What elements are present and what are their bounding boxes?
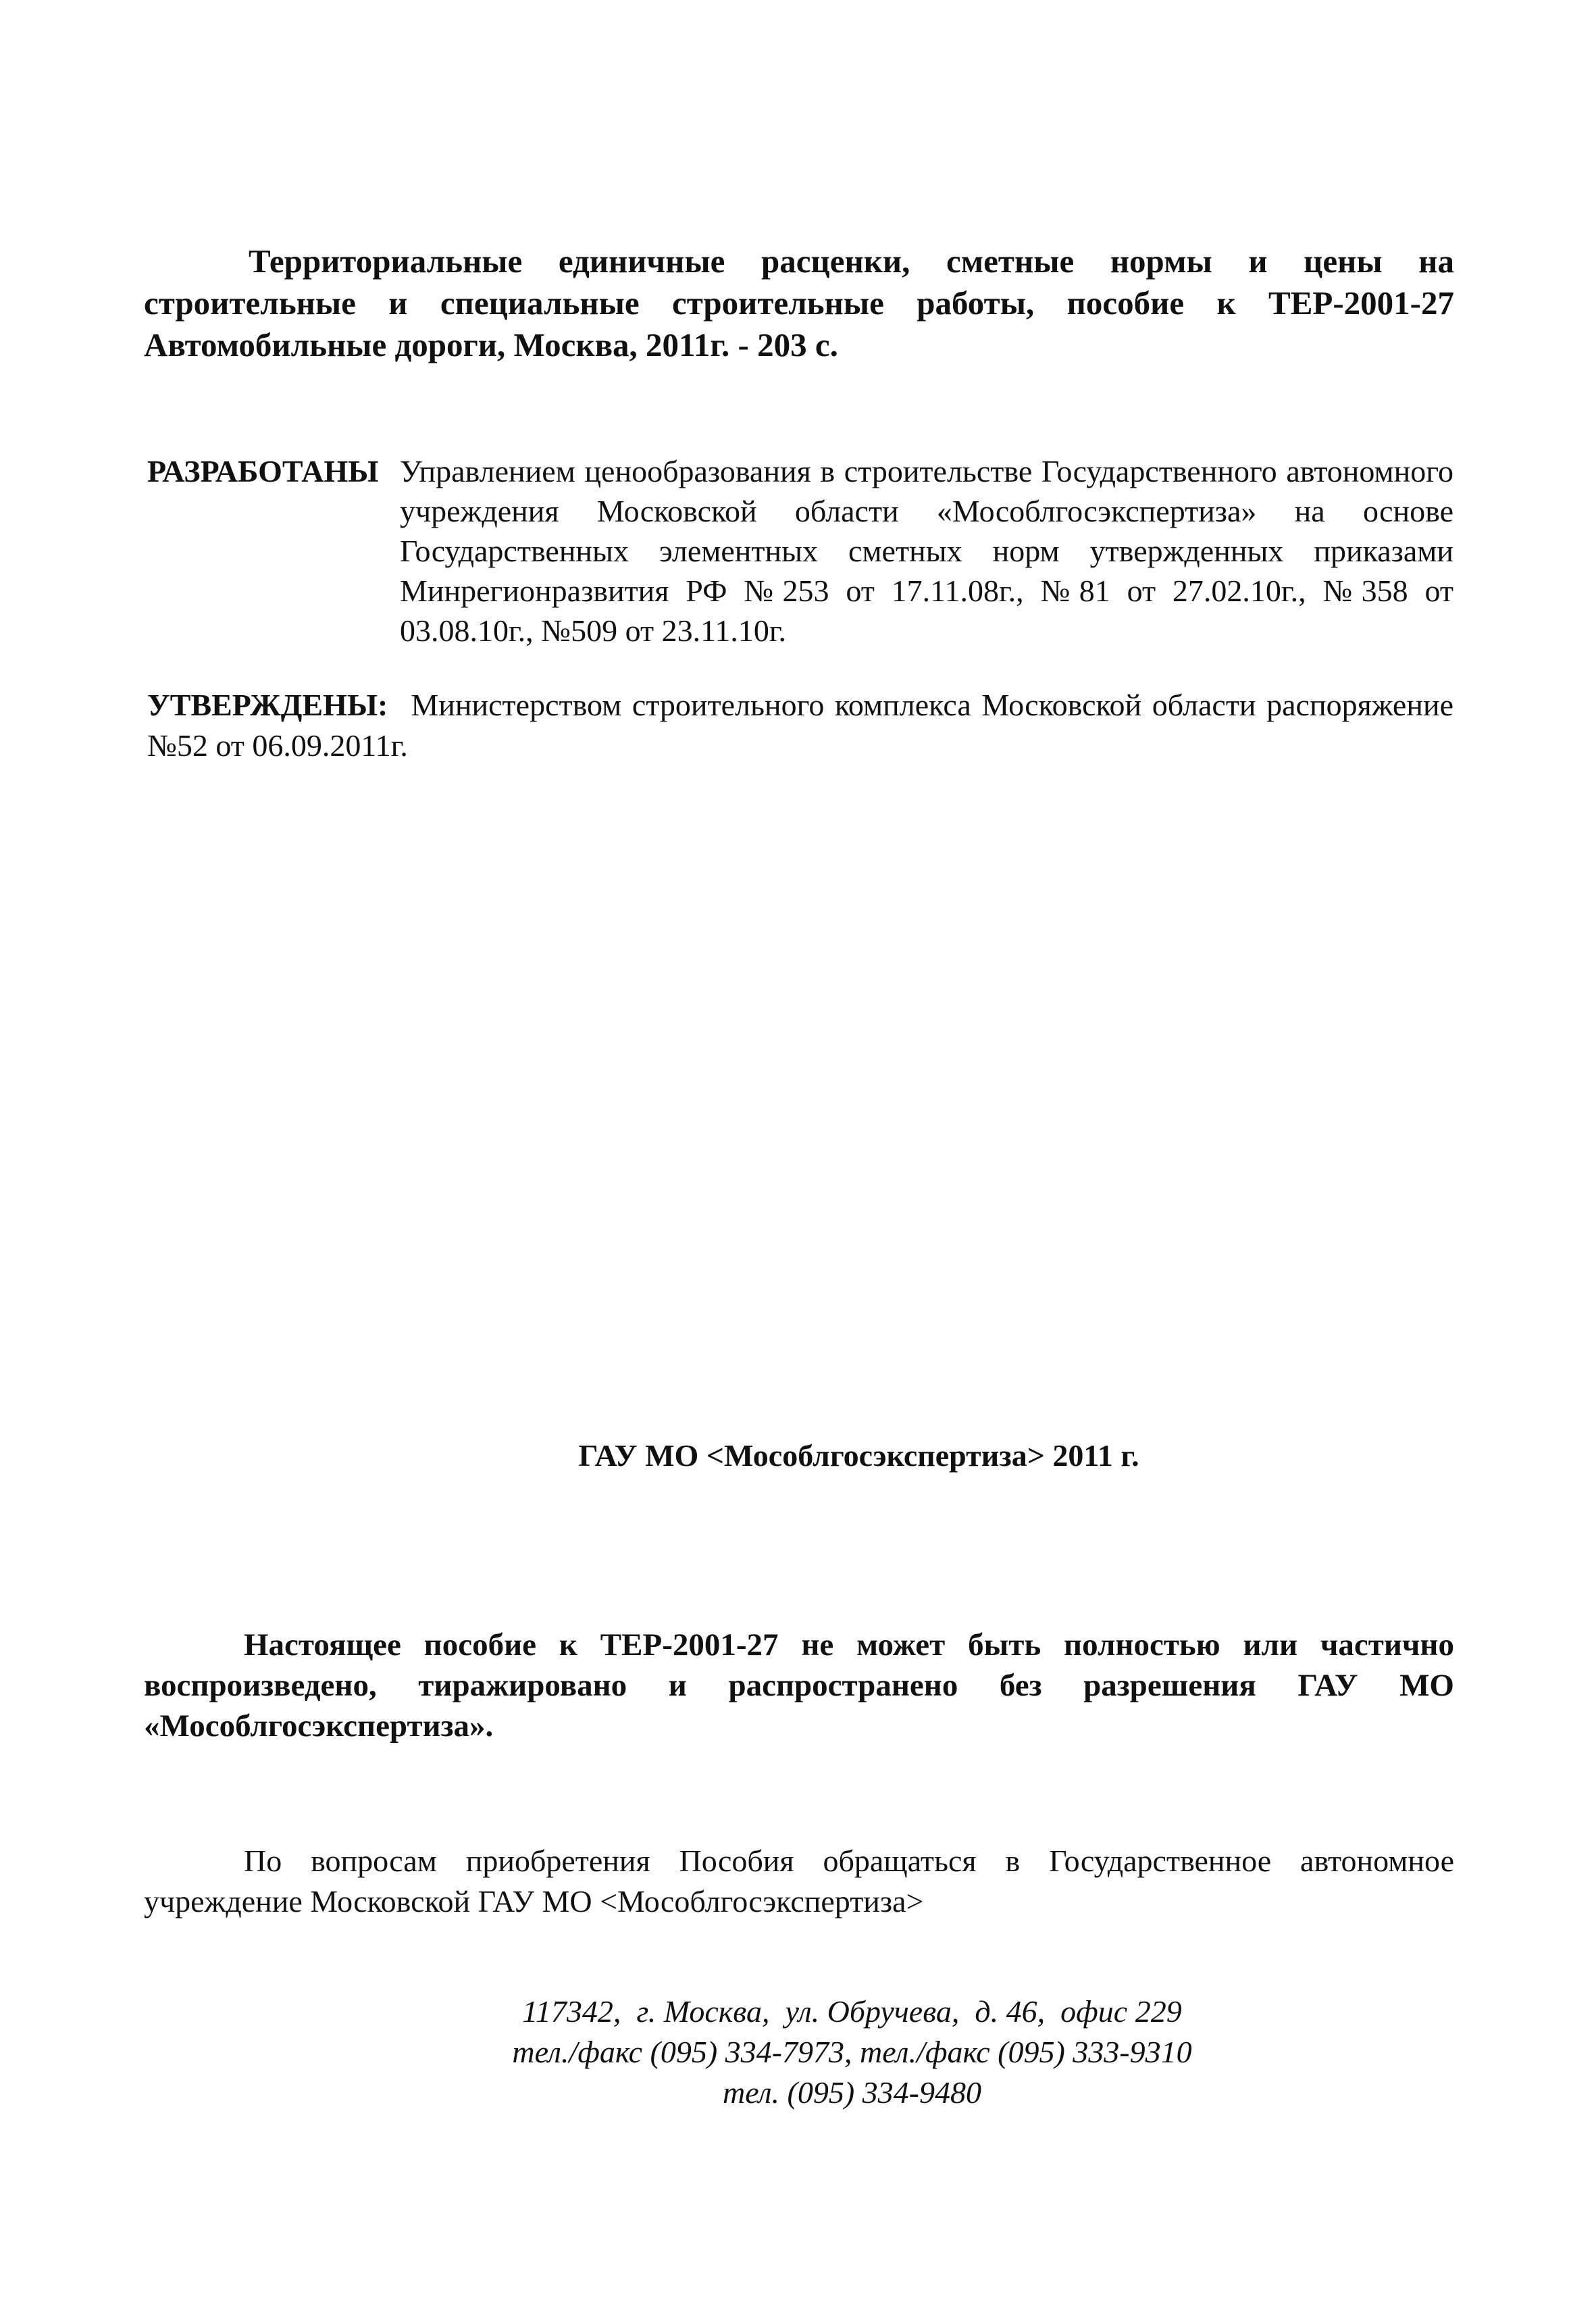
developed-label: РАЗРАБОТАНЫ [147, 454, 379, 488]
phone-line: тел./факс (095) 334-7973, тел./факс (095) 333-9310 [512, 2035, 1192, 2069]
document-title: Территориальные единичные расценки, сметные нормы и цены на строительные и специальные строительные работы, пособие к ТЕР-2001-27 Автомобильные дороги, Москва, 2011г. - 203 с. [144, 243, 1454, 363]
approved-label: УТВЕРЖДЕНЫ: [147, 688, 388, 722]
approved-paragraph [147, 685, 1453, 766]
publisher-line: ГАУ МО <Мособлгосэкспертиза> 2011 г. [578, 1438, 1139, 1473]
copyright-notice: Настоящее пособие к ТЕР-2001-27 не может быть полностью или частично воспроизведено, тиражировано и распространено без разрешения ГАУ МО «Мособлгосэкспертиза». [144, 1627, 1454, 1744]
developed-text: Управлением ценообразования в строительстве Государственного автономного учреждения Московской области «Мособлгосэкспертиза» на основе Государственных элементных сметных норм утвержденных приказами Минрегионразвития РФ №253 от 17.11.08г., №81 от 27.02.10г., №358 от 03.08.10г., №509 от 23.11.10г. [400, 454, 1453, 648]
contact-paragraph: По вопросам приобретения Пособия обращаться в Государственное автономное учреждение Московской ГАУ МО <Мособлгосэкспертиза> [144, 1844, 1454, 1918]
phone-line-2: тел. (095) 334-9480 [722, 2075, 981, 2110]
approved-text: Министерством строительного комплекса Московской области распоряжение №52 от 06.09.2011г. [147, 688, 1453, 763]
address-line: 117342, г. Москва, ул. Обручева, д. 46, офис 229 [522, 1994, 1182, 2029]
address-block [0, 1991, 1596, 2113]
